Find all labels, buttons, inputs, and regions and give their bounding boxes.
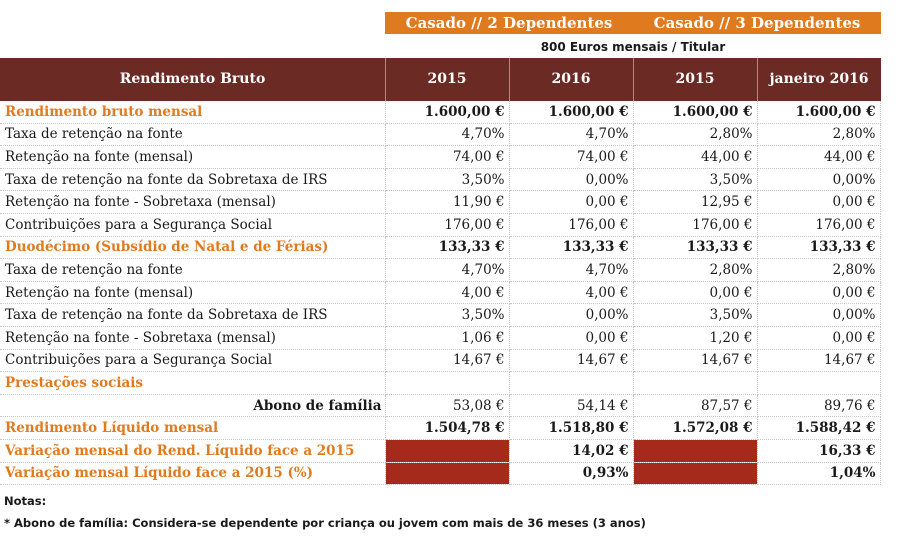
cell-value: 176,00 € [385,213,509,236]
row-label: Contribuições para a Segurança Social [0,349,385,372]
header-divider [509,58,510,101]
row-label: Taxa de retenção na fonte da Sobretaxa de IRS [0,304,385,327]
table-row [0,349,880,372]
cell-value: 54,14 € [509,394,633,417]
cell-value [385,372,509,395]
table-row [0,236,880,259]
table-row [0,191,880,214]
red-fill-cell [633,439,757,462]
cell-value: 1.588,42 € [757,417,880,440]
cell-value: 0,00% [757,304,880,327]
table-row [0,462,880,485]
row-label: Prestações sociais [0,372,385,395]
subtitle-income: 800 Euros mensais / Titular [540,40,726,54]
cell-value: 12,95 € [633,191,757,214]
row-label: Retenção na fonte (mensal) [0,281,385,304]
group-header-3-dependents: Casado // 3 Dependentes [633,12,881,34]
notes-title: Notas: [4,494,47,508]
cell-value: 133,33 € [633,236,757,259]
red-fill-cell [385,439,509,462]
table-row [0,259,880,282]
cell-value: 0,00% [757,168,880,191]
cell-value: 2,80% [757,123,880,146]
header-divider [757,58,758,101]
cell-value: 1.600,00 € [385,101,509,123]
header-divider [385,58,386,101]
cell-value: 133,33 € [509,236,633,259]
table-row [0,101,880,123]
cell-value: 1,20 € [633,326,757,349]
table-row [0,213,880,236]
table-row [0,394,880,417]
table-row [0,168,880,191]
cell-value: 4,70% [509,123,633,146]
red-fill-cell [385,462,509,485]
cell-value: 4,00 € [509,281,633,304]
cell-value: 0,00 € [633,281,757,304]
cell-value: 133,33 € [385,236,509,259]
cell-value: 2,80% [757,259,880,282]
table-row [0,281,880,304]
cell-value [757,372,880,395]
cell-value: 74,00 € [385,146,509,169]
cell-value: 4,70% [385,259,509,282]
table-row [0,146,880,169]
row-label: Retenção na fonte (mensal) [0,146,385,169]
column-header-label: Rendimento Bruto [119,71,266,87]
group-header-2-dependents: Casado // 2 Dependentes [385,12,633,34]
cell-value: 87,57 € [633,394,757,417]
column-header-c2: 2016 [551,71,591,87]
cell-value: 14,67 € [509,349,633,372]
cell-value: 44,00 € [757,146,880,169]
cell-value: 133,33 € [757,236,880,259]
notes-text: * Abono de família: Considera-se dependente por criança ou jovem com mais de 36 meses (3 anos) [4,516,646,530]
cell-value: 3,50% [385,168,509,191]
table-row [0,439,880,462]
cell-value: 53,08 € [385,394,509,417]
cell-value: 2,80% [633,259,757,282]
table-row [0,372,880,395]
row-label: Retenção na fonte - Sobretaxa (mensal) [0,326,385,349]
cell-value: 4,70% [385,123,509,146]
row-label: Rendimento bruto mensal [0,101,385,123]
header-divider [633,58,634,101]
cell-value: 74,00 € [509,146,633,169]
cell-value: 176,00 € [509,213,633,236]
cell-value: 14,67 € [757,349,880,372]
cell-value: 16,33 € [757,439,880,462]
cell-value: 0,93% [509,462,633,485]
cell-value: 0,00 € [757,326,880,349]
cell-value: 0,00 € [509,191,633,214]
cell-value: 1.600,00 € [757,101,880,123]
table-row [0,326,880,349]
cell-value: 1,04% [757,462,880,485]
cell-value: 1.518,80 € [509,417,633,440]
cell-value: 1,06 € [385,326,509,349]
column-header-c4: janeiro 2016 [769,71,869,87]
red-fill-cell [633,462,757,485]
row-label: Duodécimo (Subsídio de Natal e de Férias) [0,236,385,259]
cell-value: 14,02 € [509,439,633,462]
row-label: Contribuições para a Segurança Social [0,213,385,236]
cell-value: 0,00 € [757,191,880,214]
column-header-c1: 2015 [427,71,467,87]
cell-value: 14,67 € [385,349,509,372]
cell-value [633,372,757,395]
row-label: Taxa de retenção na fonte da Sobretaxa de IRS [0,168,385,191]
row-label: Variação mensal do Rend. Líquido face a 2015 [0,439,385,462]
cell-value: 89,76 € [757,394,880,417]
cell-value: 0,00 € [757,281,880,304]
cell-value: 1.572,08 € [633,417,757,440]
cell-value: 0,00% [509,168,633,191]
cell-value: 1.504,78 € [385,417,509,440]
cell-value: 11,90 € [385,191,509,214]
row-label: Abono de família [0,394,385,417]
cell-value: 1.600,00 € [509,101,633,123]
cell-value: 176,00 € [633,213,757,236]
row-label: Taxa de retenção na fonte [0,123,385,146]
cell-value: 2,80% [633,123,757,146]
table-row [0,417,880,440]
table-row [0,123,880,146]
cell-value: 3,50% [633,168,757,191]
cell-value: 176,00 € [757,213,880,236]
income-table [0,101,881,485]
cell-value [509,372,633,395]
cell-value: 4,70% [509,259,633,282]
cell-value: 0,00% [509,304,633,327]
cell-value: 4,00 € [385,281,509,304]
row-label: Retenção na fonte - Sobretaxa (mensal) [0,191,385,214]
table-row [0,304,880,327]
cell-value: 3,50% [385,304,509,327]
cell-value: 3,50% [633,304,757,327]
cell-value: 1.600,00 € [633,101,757,123]
row-label: Variação mensal Líquido face a 2015 (%) [0,462,385,485]
row-label: Taxa de retenção na fonte [0,259,385,282]
cell-value: 44,00 € [633,146,757,169]
cell-value: 0,00 € [509,326,633,349]
cell-value: 14,67 € [633,349,757,372]
row-label: Rendimento Líquido mensal [0,417,385,440]
column-header-c3: 2015 [675,71,715,87]
